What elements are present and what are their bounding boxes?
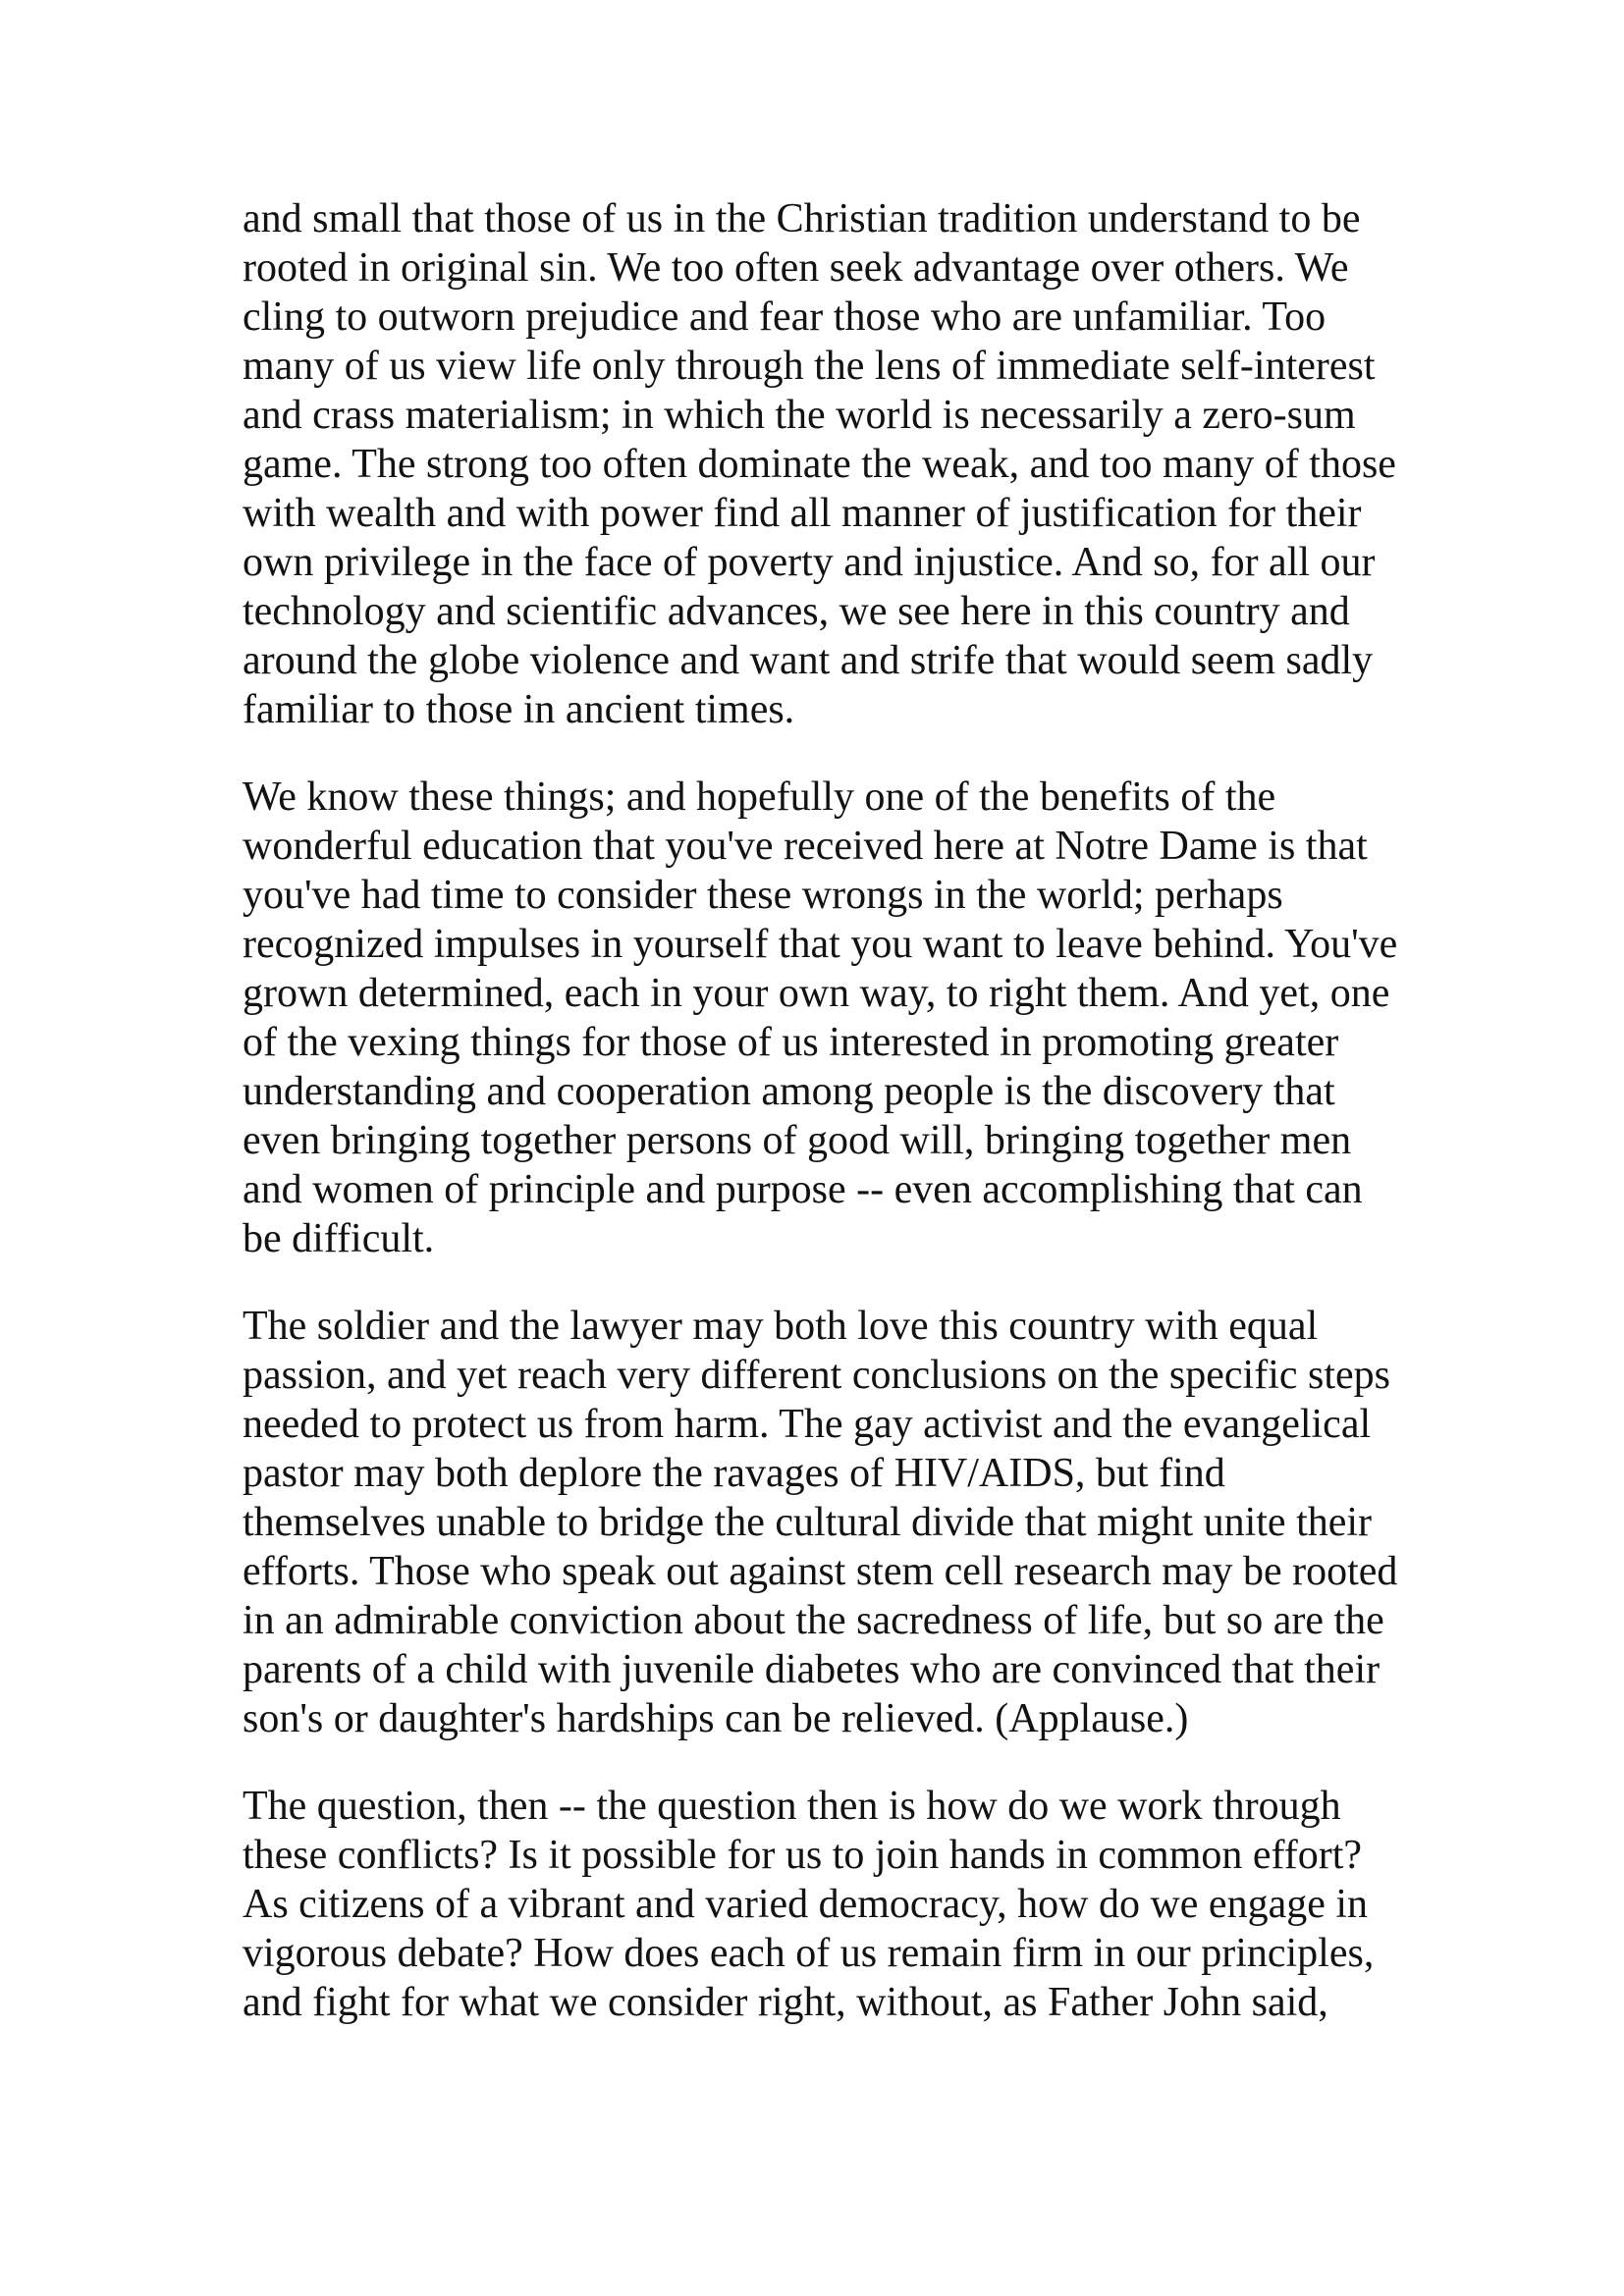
text-line: of the vexing things for those of us interested in promoting greater (243, 1020, 1339, 1065)
text-line: understanding and cooperation among people is the discovery that (243, 1069, 1335, 1114)
text-line: rooted in original sin. We too often seek advantage over others. We (243, 245, 1349, 291)
text-line: own privilege in the face of poverty and injustice. And so, for all our (243, 540, 1376, 585)
text-line: vigorous debate? How does each of us remain firm in our principles, (243, 1931, 1375, 1976)
text-line: and women of principle and purpose -- even accomplishing that can (243, 1167, 1363, 1212)
paragraph (243, 1782, 1396, 2027)
text-line: and small that those of us in the Christian tradition understand to be (243, 196, 1361, 241)
text-line: wonderful education that you've received here at Notre Dame is that (243, 824, 1368, 869)
text-line: themselves unable to bridge the cultural divide that might unite their (243, 1500, 1373, 1545)
text-line: son's or daughter's hardships can be relieved. (Applause.) (243, 1696, 1189, 1741)
paragraph (243, 1302, 1396, 1743)
text-line: and crass materialism; in which the world is necessarily a zero-sum (243, 393, 1356, 438)
text-line: technology and scientific advances, we see here in this country and (243, 589, 1350, 634)
paragraph (243, 773, 1396, 1263)
text-line: passion, and yet reach very different conclusions on the specific steps (243, 1353, 1391, 1398)
text-line: As citizens of a vibrant and varied democracy, how do we engage in (243, 1882, 1369, 1927)
text-line: these conflicts? Is it possible for us to join hands in common effort? (243, 1833, 1363, 1878)
text-line: many of us view life only through the lens of immediate self-interest (243, 344, 1376, 389)
text-line: be difficult. (243, 1216, 435, 1261)
text-line: parents of a child with juvenile diabetes who are convinced that their (243, 1647, 1380, 1692)
text-line: pastor may both deplore the ravages of HIV/AIDS, but find (243, 1451, 1225, 1496)
text-line: needed to protect us from harm. The gay activist and the evangelical (243, 1402, 1372, 1447)
text-line: We know these things; and hopefully one of the benefits of the (243, 774, 1276, 820)
text-line: game. The strong too often dominate the weak, and too many of those (243, 442, 1396, 487)
text-line: efforts. Those who speak out against stem cell research may be rooted (243, 1549, 1398, 1594)
text-line: in an admirable conviction about the sacredness of life, but so are the (243, 1598, 1384, 1643)
text-line: grown determined, each in your own way, to right them. And yet, one (243, 971, 1390, 1016)
text-line: cling to outworn prejudice and fear those who are unfamiliar. Too (243, 294, 1326, 340)
text-line: The question, then -- the question then is how do we work through (243, 1784, 1341, 1829)
text-line: you've had time to consider these wrongs in the world; perhaps (243, 873, 1283, 918)
text-line: and fight for what we consider right, without, as Father John said, (243, 1980, 1328, 2025)
text-line: The soldier and the lawyer may both love this country with equal (243, 1304, 1319, 1349)
text-line: with wealth and with power find all manner of justification for their (243, 491, 1362, 536)
text-line: familiar to those in ancient times. (243, 687, 795, 732)
text-line: even bringing together persons of good will, bringing together men (243, 1118, 1352, 1163)
paragraph (243, 194, 1396, 734)
text-line: recognized impulses in yourself that you want to leave behind. You've (243, 922, 1398, 967)
page-text (243, 194, 1396, 2027)
text-line: around the globe violence and want and strife that would seem sadly (243, 638, 1374, 683)
